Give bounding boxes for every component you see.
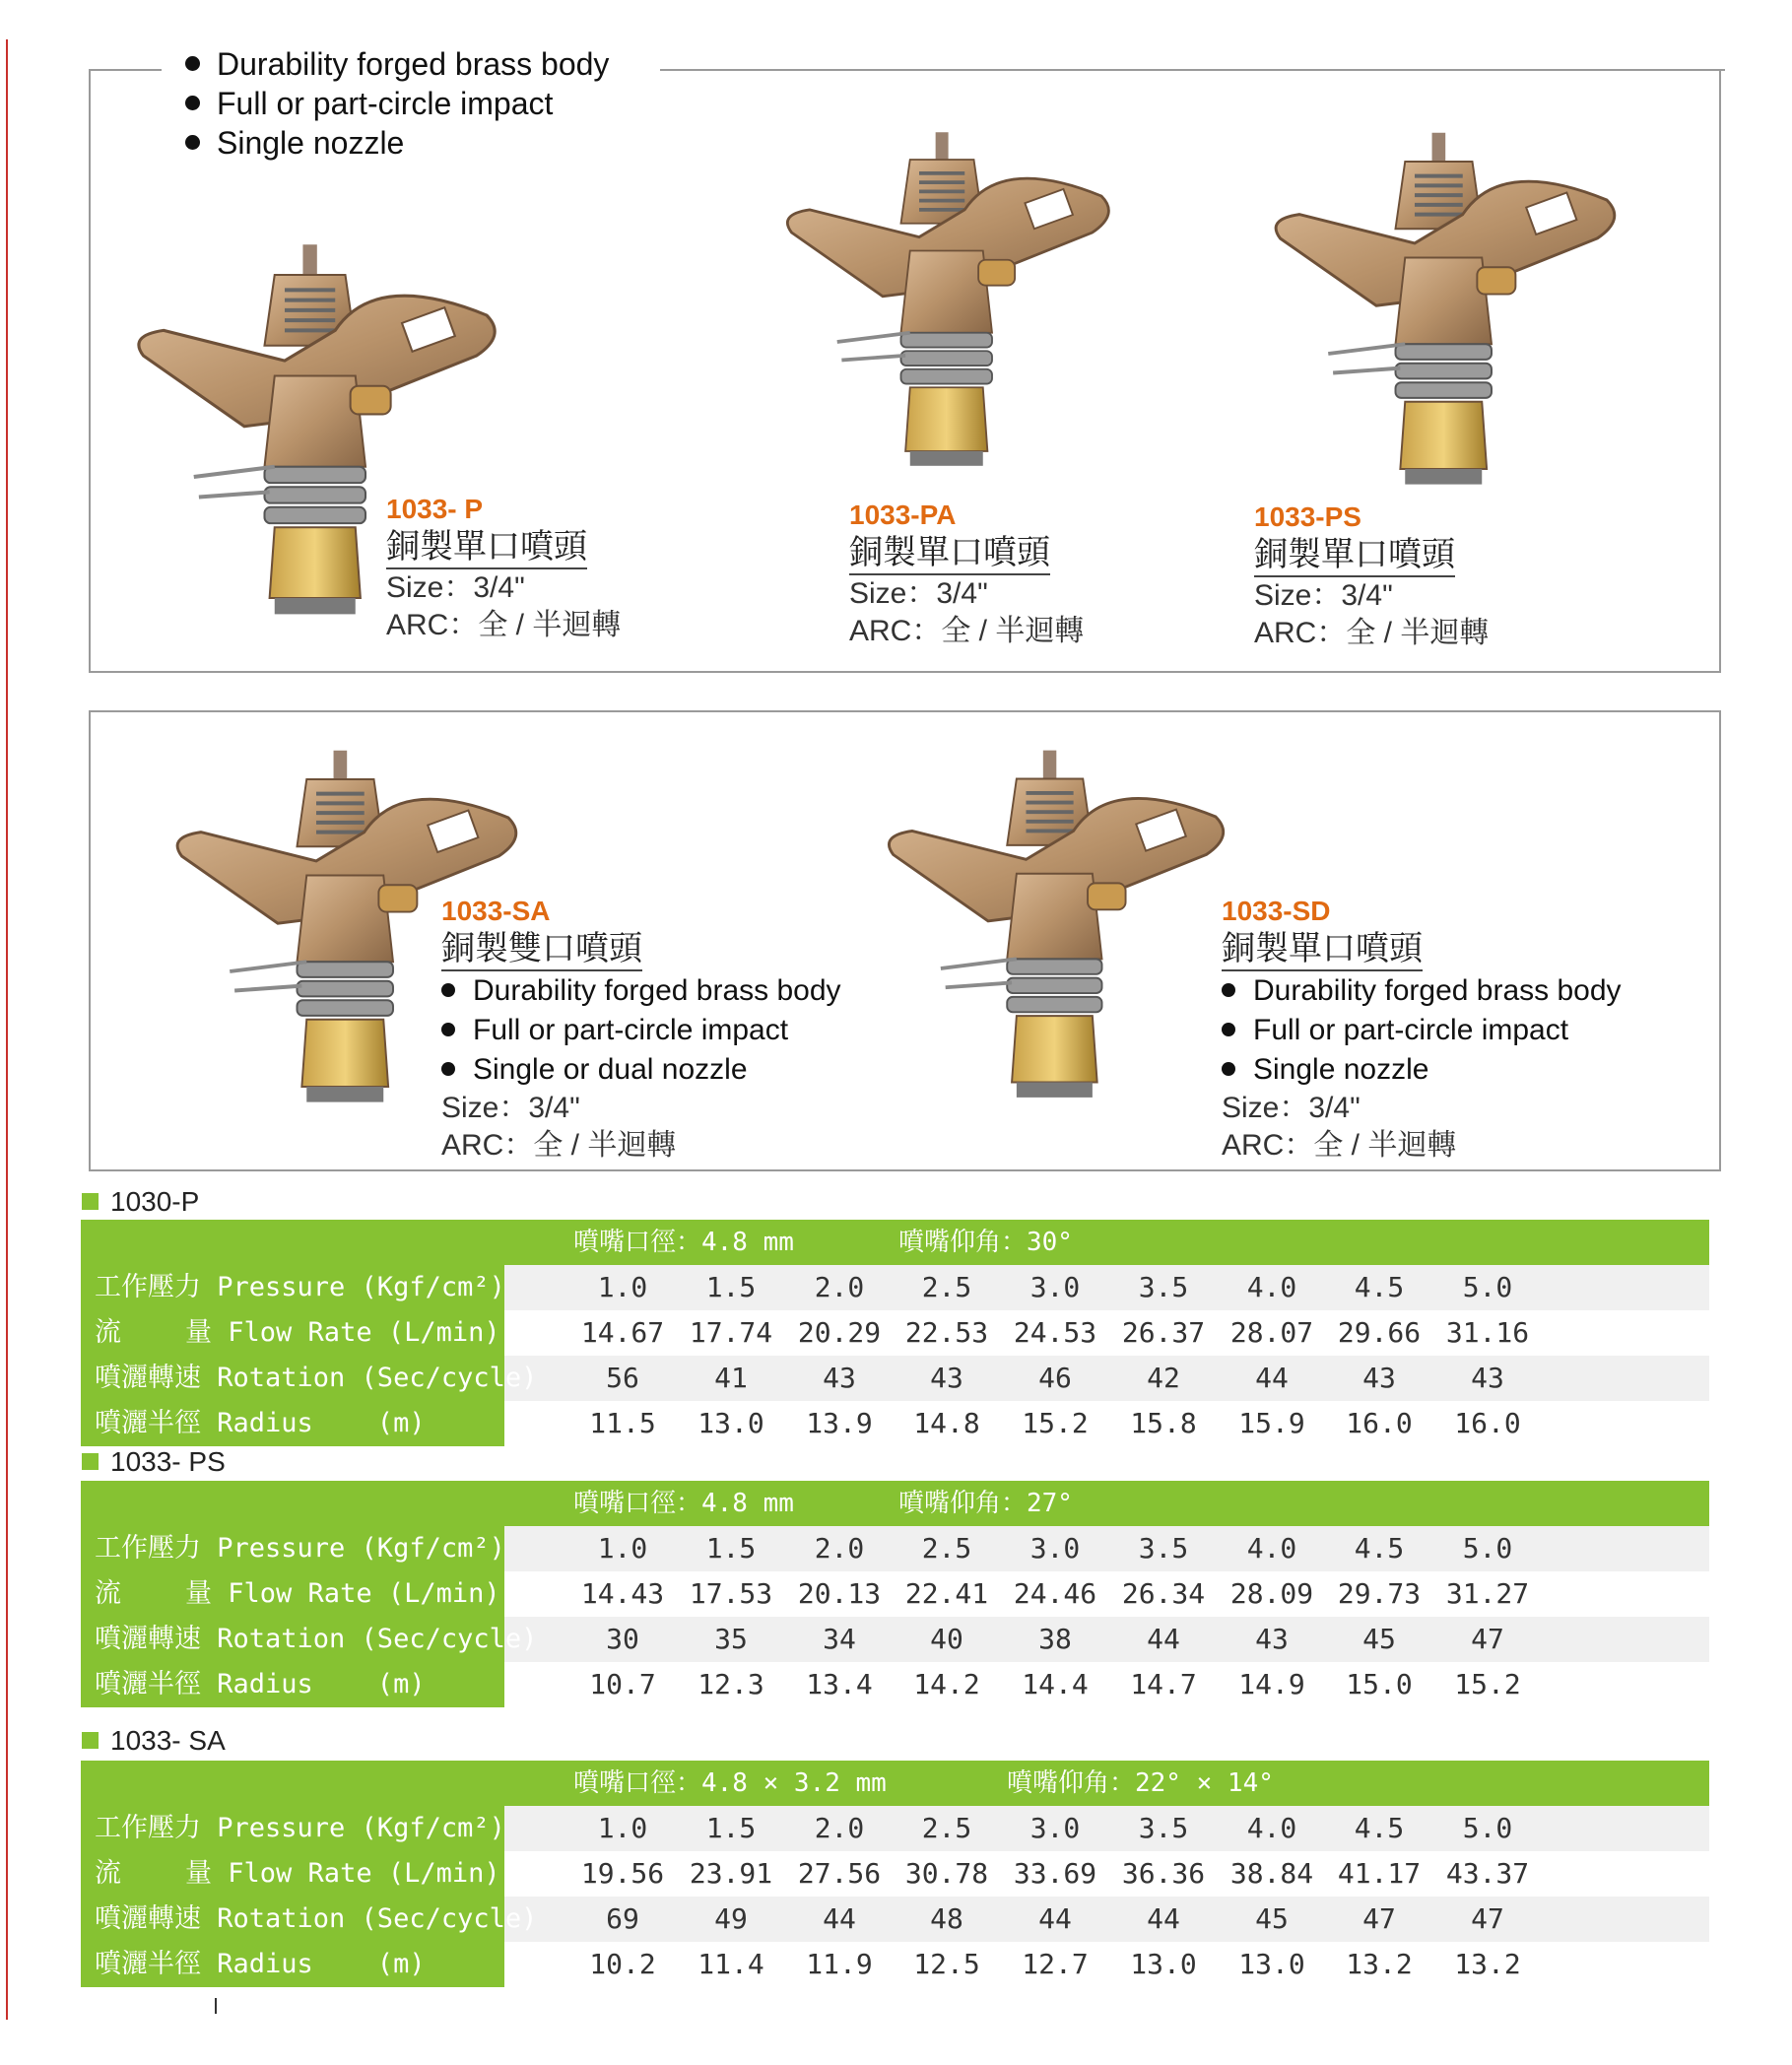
radius-cell: 14.7 <box>1130 1668 1197 1700</box>
flow-cell: 43.37 <box>1445 1857 1530 1890</box>
pressure-cell: 3.5 <box>1138 1271 1189 1303</box>
arc-spec: ARC：全 / 半迴轉 <box>441 1129 677 1162</box>
row-label: 工作壓力 Pressure (Kgf/cm²) <box>95 1813 505 1843</box>
flow-cell: 36.36 <box>1121 1857 1206 1890</box>
flow-cell: 20.13 <box>797 1577 882 1610</box>
table-label: 1033- SA <box>82 1725 226 1757</box>
rotation-cell: 46 <box>1038 1362 1072 1394</box>
rotation-cell: 44 <box>1255 1362 1289 1394</box>
pressure-cell: 1.0 <box>597 1271 648 1303</box>
pressure-cell: 1.0 <box>597 1812 648 1844</box>
rotation-cell: 49 <box>714 1902 748 1935</box>
flow-cell: 28.09 <box>1229 1577 1314 1610</box>
flow-cell: 29.66 <box>1337 1316 1422 1349</box>
radius-cell: 13.2 <box>1346 1948 1413 1980</box>
flow-cell: 17.74 <box>689 1316 773 1349</box>
model-number: 1033-PS <box>1254 501 1361 532</box>
product-name: 銅製單口噴頭 <box>1254 534 1455 577</box>
nozzle-diameter: 噴嘴口徑：4.8 mm <box>573 1228 794 1257</box>
nozzle-angle: 噴嘴仰角：22° × 14° <box>1007 1768 1274 1798</box>
pressure-cell: 4.5 <box>1354 1271 1405 1303</box>
model-number: 1033-SD <box>1222 896 1331 926</box>
size-spec: Size：3/4ʺ <box>386 571 525 604</box>
radius-cell: 11.4 <box>697 1948 764 1980</box>
row-label: 流 量 Flow Rate (L/min) <box>95 1578 500 1609</box>
flow-cell: 22.53 <box>904 1316 989 1349</box>
rotation-cell: 47 <box>1362 1902 1396 1935</box>
flow-cell: 26.34 <box>1121 1577 1206 1610</box>
rotation-cell: 38 <box>1038 1623 1072 1655</box>
flow-cell: 38.84 <box>1229 1857 1314 1890</box>
row-label: 工作壓力 Pressure (Kgf/cm²) <box>95 1272 505 1302</box>
radius-cell: 15.2 <box>1454 1668 1521 1700</box>
pressure-cell: 3.5 <box>1138 1532 1189 1565</box>
pressure-cell: 2.5 <box>921 1812 972 1844</box>
flow-cell: 20.29 <box>797 1316 882 1349</box>
rotation-cell: 47 <box>1471 1902 1504 1935</box>
radius-cell: 14.4 <box>1022 1668 1089 1700</box>
flow-cell: 22.41 <box>904 1577 989 1610</box>
feature-item: Full or part-circle impact <box>441 1011 841 1050</box>
pressure-cell: 1.5 <box>705 1532 757 1565</box>
rotation-cell: 48 <box>930 1902 963 1935</box>
flow-cell: 29.73 <box>1337 1577 1422 1610</box>
pressure-cell: 3.5 <box>1138 1812 1189 1844</box>
nozzle-diameter: 噴嘴口徑：4.8 mm <box>573 1489 794 1518</box>
spec-table <box>81 1481 1709 1707</box>
pressure-cell: 4.0 <box>1246 1271 1297 1303</box>
rotation-cell: 44 <box>1147 1623 1180 1655</box>
row-label: 噴灑半徑 Radius (m) <box>95 1669 426 1699</box>
pressure-cell: 4.5 <box>1354 1812 1405 1844</box>
rotation-cell: 40 <box>930 1623 963 1655</box>
panel-frame-line <box>660 69 1725 71</box>
pressure-cell: 3.0 <box>1029 1812 1081 1844</box>
flow-cell: 23.91 <box>689 1857 773 1890</box>
row-label: 流 量 Flow Rate (L/min) <box>95 1858 500 1889</box>
rotation-cell: 69 <box>606 1902 639 1935</box>
pressure-cell: 2.5 <box>921 1532 972 1565</box>
row-label: 噴灑轉速 Rotation (Sec/cycle) <box>95 1903 538 1934</box>
radius-cell: 15.0 <box>1346 1668 1413 1700</box>
radius-cell: 15.9 <box>1238 1407 1305 1439</box>
table-header-bar <box>81 1761 1709 1806</box>
feature-item: Single nozzle <box>185 123 609 163</box>
arc-spec: ARC：全 / 半迴轉 <box>1222 1129 1457 1162</box>
row-label: 流 量 Flow Rate (L/min) <box>95 1317 500 1348</box>
arc-spec: ARC：全 / 半迴轉 <box>1254 617 1490 649</box>
radius-cell: 13.9 <box>806 1407 873 1439</box>
rotation-cell: 35 <box>714 1623 748 1655</box>
green-square-icon <box>82 1453 99 1470</box>
rotation-cell: 43 <box>1255 1623 1289 1655</box>
nozzle-angle: 噴嘴仰角：27° <box>898 1489 1073 1518</box>
product-name: 銅製單口噴頭 <box>849 532 1050 575</box>
pressure-cell: 3.0 <box>1029 1271 1081 1303</box>
radius-cell: 13.2 <box>1454 1948 1521 1980</box>
radius-cell: 13.0 <box>697 1407 764 1439</box>
rotation-cell: 43 <box>1362 1362 1396 1394</box>
flow-cell: 30.78 <box>904 1857 989 1890</box>
feature-list <box>185 44 609 163</box>
radius-cell: 11.5 <box>589 1407 656 1439</box>
product-1033-p <box>386 493 621 644</box>
pressure-cell: 2.0 <box>814 1271 865 1303</box>
rotation-cell: 34 <box>823 1623 856 1655</box>
nozzle-angle: 噴嘴仰角：30° <box>898 1228 1073 1257</box>
pressure-cell: 4.5 <box>1354 1532 1405 1565</box>
flow-cell: 33.69 <box>1013 1857 1097 1890</box>
product-1033-ps <box>1254 500 1489 652</box>
flow-cell: 31.16 <box>1445 1316 1530 1349</box>
radius-cell: 12.5 <box>913 1948 980 1980</box>
pressure-cell: 2.5 <box>921 1271 972 1303</box>
flow-cell: 41.17 <box>1337 1857 1422 1890</box>
sprinkler-1033-sd-photo <box>867 741 1261 1120</box>
spec-table <box>81 1220 1709 1446</box>
row-label: 噴灑半徑 Radius (m) <box>95 1949 426 1979</box>
feature-item: Single or dual nozzle <box>441 1050 841 1090</box>
pressure-cell: 5.0 <box>1462 1532 1513 1565</box>
pressure-cell: 2.0 <box>814 1532 865 1565</box>
radius-cell: 14.9 <box>1238 1668 1305 1700</box>
radius-cell: 16.0 <box>1454 1407 1521 1439</box>
table-label: 1033- PS <box>82 1446 226 1478</box>
radius-cell: 14.2 <box>913 1668 980 1700</box>
flow-cell: 26.37 <box>1121 1316 1206 1349</box>
feature-item: Full or part-circle impact <box>1222 1011 1622 1050</box>
rotation-cell: 45 <box>1255 1902 1289 1935</box>
flow-cell: 31.27 <box>1445 1577 1530 1610</box>
radius-cell: 12.3 <box>697 1668 764 1700</box>
rotation-cell: 44 <box>1038 1902 1072 1935</box>
arc-spec: ARC：全 / 半迴轉 <box>386 609 622 641</box>
rotation-cell: 42 <box>1147 1362 1180 1394</box>
feature-list <box>1222 971 1622 1090</box>
pressure-cell: 1.0 <box>597 1532 648 1565</box>
row-label: 噴灑轉速 Rotation (Sec/cycle) <box>95 1624 538 1654</box>
flow-cell: 17.53 <box>689 1577 773 1610</box>
flow-cell: 28.07 <box>1229 1316 1314 1349</box>
rotation-cell: 43 <box>930 1362 963 1394</box>
row-label: 噴灑轉速 Rotation (Sec/cycle) <box>95 1363 538 1393</box>
size-spec: Size：3/4ʺ <box>441 1092 580 1124</box>
radius-cell: 15.2 <box>1022 1407 1089 1439</box>
pressure-cell: 1.5 <box>705 1271 757 1303</box>
rotation-cell: 43 <box>823 1362 856 1394</box>
rotation-cell: 44 <box>1147 1902 1180 1935</box>
rotation-cell: 47 <box>1471 1623 1504 1655</box>
rotation-cell: 45 <box>1362 1623 1396 1655</box>
radius-cell: 15.8 <box>1130 1407 1197 1439</box>
feature-item: Durability forged brass body <box>1222 971 1622 1011</box>
radius-cell: 13.0 <box>1238 1948 1305 1980</box>
table-header-bar <box>81 1481 1709 1526</box>
feature-item: Durability forged brass body <box>185 44 609 84</box>
flow-cell: 19.56 <box>580 1857 665 1890</box>
pressure-cell: 3.0 <box>1029 1532 1081 1565</box>
radius-cell: 16.0 <box>1346 1407 1413 1439</box>
rotation-cell: 56 <box>606 1362 639 1394</box>
feature-item: Durability forged brass body <box>441 971 841 1011</box>
spec-table <box>81 1761 1709 1987</box>
table-label: 1030-P <box>82 1186 199 1218</box>
size-spec: Size：3/4ʺ <box>1222 1092 1361 1124</box>
flow-cell: 14.67 <box>580 1316 665 1349</box>
product-name: 銅製雙口噴頭 <box>441 928 642 971</box>
nozzle-diameter: 噴嘴口徑：4.8 × 3.2 mm <box>573 1768 887 1798</box>
size-spec: Size：3/4ʺ <box>849 577 988 610</box>
pressure-cell: 4.0 <box>1246 1812 1297 1844</box>
radius-cell: 13.0 <box>1130 1948 1197 1980</box>
pressure-cell: 2.0 <box>814 1812 865 1844</box>
page-mark <box>215 1998 217 2014</box>
model-number: 1033- P <box>386 494 484 524</box>
row-label: 工作壓力 Pressure (Kgf/cm²) <box>95 1533 505 1564</box>
flow-cell: 27.56 <box>797 1857 882 1890</box>
pressure-cell: 4.0 <box>1246 1532 1297 1565</box>
row-label: 噴灑半徑 Radius (m) <box>95 1408 426 1438</box>
pressure-cell: 5.0 <box>1462 1812 1513 1844</box>
size-spec: Size：3/4ʺ <box>1254 579 1393 612</box>
green-square-icon <box>82 1732 99 1749</box>
panel-frame-line <box>89 69 162 71</box>
flow-cell: 14.43 <box>580 1577 665 1610</box>
flow-cell: 24.46 <box>1013 1577 1097 1610</box>
pressure-cell: 5.0 <box>1462 1271 1513 1303</box>
table-header-bar <box>81 1220 1709 1265</box>
green-square-icon <box>82 1193 99 1210</box>
pressure-cell: 1.5 <box>705 1812 757 1844</box>
product-name: 銅製單口噴頭 <box>1222 928 1423 971</box>
flow-cell: 24.53 <box>1013 1316 1097 1349</box>
rotation-cell: 43 <box>1471 1362 1504 1394</box>
sprinkler-1033-ps-photo <box>1246 123 1660 507</box>
radius-cell: 12.7 <box>1022 1948 1089 1980</box>
rotation-cell: 41 <box>714 1362 748 1394</box>
feature-item: Single nozzle <box>1222 1050 1622 1090</box>
model-number: 1033-PA <box>849 500 957 530</box>
model-number: 1033-SA <box>441 896 551 926</box>
page-edge-rule <box>6 39 8 2020</box>
product-name: 銅製單口噴頭 <box>386 526 587 569</box>
radius-cell: 11.9 <box>806 1948 873 1980</box>
rotation-cell: 30 <box>606 1623 639 1655</box>
feature-list <box>441 971 841 1090</box>
radius-cell: 10.7 <box>589 1668 656 1700</box>
radius-cell: 10.2 <box>589 1948 656 1980</box>
radius-cell: 13.4 <box>806 1668 873 1700</box>
radius-cell: 14.8 <box>913 1407 980 1439</box>
product-1033-pa <box>849 499 1084 650</box>
feature-item: Full or part-circle impact <box>185 84 609 123</box>
arc-spec: ARC：全 / 半迴轉 <box>849 615 1085 647</box>
rotation-cell: 44 <box>823 1902 856 1935</box>
product-1033-sa <box>441 895 841 1165</box>
product-1033-sd <box>1222 895 1622 1165</box>
sprinkler-1033-pa-photo <box>759 123 1153 488</box>
